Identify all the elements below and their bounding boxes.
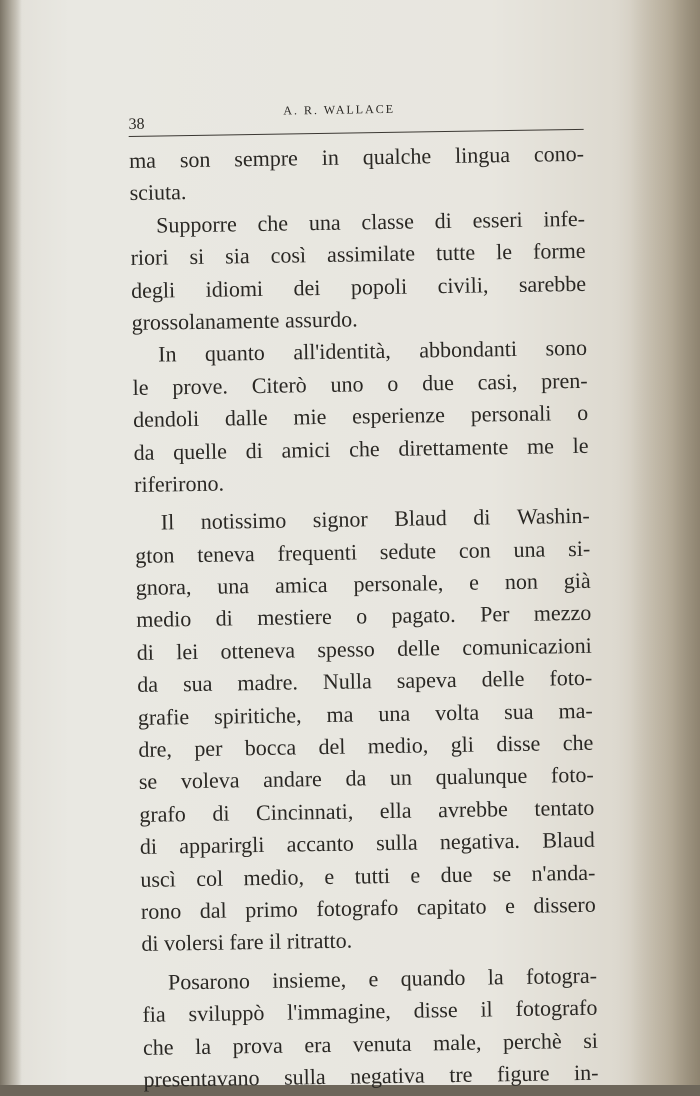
text-line: uscì col medio, e tutti e due se n'anda- bbox=[140, 859, 596, 892]
text-line: che la prova era venuta male, perchè si bbox=[142, 1027, 599, 1060]
running-head bbox=[128, 85, 584, 137]
text-line: grafo di Cincinnati, ella avrebbe tentato bbox=[139, 794, 595, 827]
text-line: Il notissimo signor Blaud di Washin- bbox=[160, 503, 590, 535]
body-text bbox=[129, 138, 599, 1096]
text-line: degli idiomi dei popoli civili, sarebbe bbox=[130, 270, 587, 303]
text-line: le prove. Citerò uno o due casi, pren- bbox=[132, 367, 588, 400]
text-line: dre, per bocca del medio, gli disse che bbox=[138, 729, 594, 762]
page-number: 38 bbox=[128, 115, 145, 133]
text-line: da quelle di amici che direttamente me le bbox=[133, 432, 589, 465]
text-line: di apparirgli accanto sulla negativa. Blaud bbox=[139, 826, 595, 860]
text-line: medio di mestiere o pagato. Per mezzo bbox=[136, 600, 592, 633]
text-line: gton teneva frequenti sedute con una si- bbox=[135, 535, 591, 568]
text-line: dendoli dalle mie esperienze personali o bbox=[132, 399, 589, 433]
text-line: fia sviluppò l'immagine, disse il fotografo bbox=[142, 994, 598, 1028]
running-title: A. R. WALLACE bbox=[283, 101, 396, 118]
text-line: Posarono insieme, e quando la fotogra- bbox=[167, 962, 598, 995]
text-line: di volersi fare il ritratto. bbox=[141, 927, 353, 957]
text-line: se voleva andare da un qualunque foto- bbox=[138, 762, 594, 795]
text-line: rono dal primo fotografo capitato e dissero bbox=[140, 891, 596, 924]
text-line: gnora, una amica personale, e non già bbox=[135, 567, 591, 601]
text-line: di lei otteneva spesso delle comunicazioni bbox=[136, 632, 592, 665]
page-text-block bbox=[128, 85, 599, 1092]
text-line: grossolanamente assurdo. bbox=[131, 306, 358, 335]
spine-shadow bbox=[0, 0, 22, 1085]
text-line: ma son sempre in qualche lingua cono- bbox=[128, 140, 585, 173]
text-line: grafie spiritiche, ma una volta sua ma- bbox=[137, 697, 593, 730]
page-edge-stain bbox=[630, 0, 700, 1085]
text-line: riferirono. bbox=[133, 470, 225, 497]
text-line: da sua madre. Nulla sapeva delle foto- bbox=[137, 665, 593, 698]
text-line: sciuta. bbox=[129, 179, 187, 206]
text-line: In quanto all'identità, abbondanti sono bbox=[157, 335, 588, 367]
text-line: riori si sia così assimilate tutte le forme bbox=[130, 238, 586, 271]
text-line: Supporre che una classe di esseri infe- bbox=[155, 205, 586, 238]
text-line: presentavano sulla negativa tre figure in- bbox=[143, 1059, 599, 1092]
